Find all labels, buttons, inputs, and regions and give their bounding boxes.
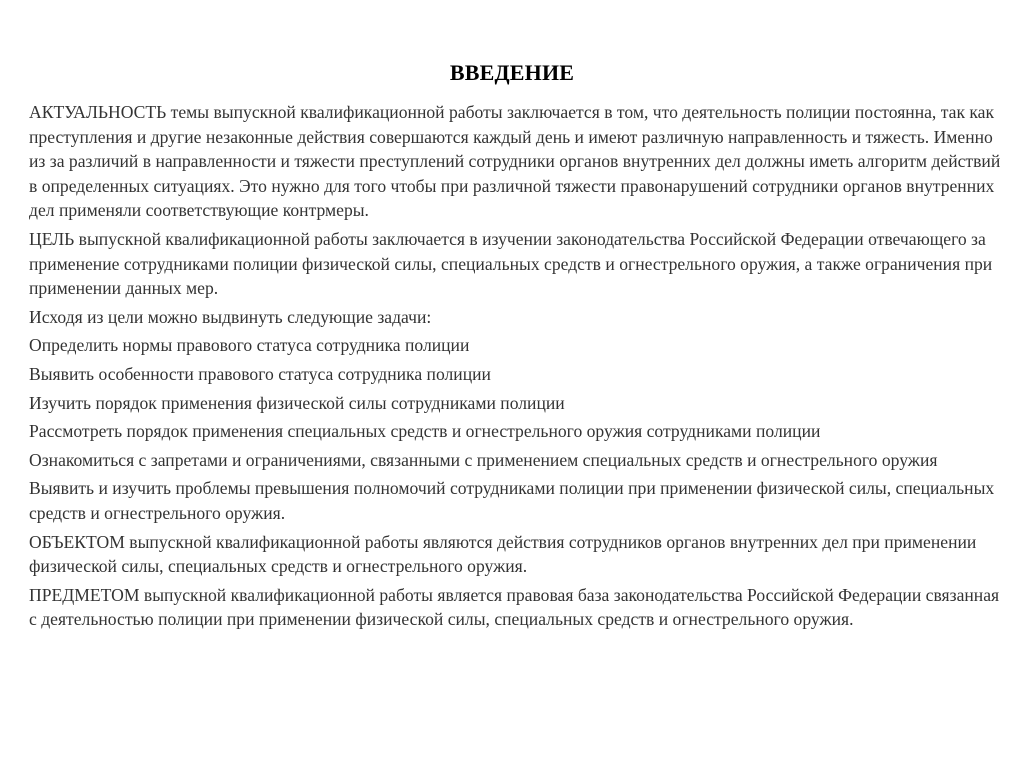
page-title: ВВЕДЕНИЕ <box>449 60 575 85</box>
paragraph-subject: ПРЕДМЕТОМ выпускной квалификационной работы является правовая база законодательства Российской Федерации связанная с деятельностью полиции при применении физической силы, специальных средств и огнестрельного оружия. <box>29 584 1000 630</box>
paragraph-tasks-intro: Исходя из цели можно выдвинуть следующие задачи: <box>29 306 432 327</box>
task-item: Изучить порядок применения физической силы сотрудниками полиции <box>29 392 565 413</box>
task-item: Выявить особенности правового статуса сотрудника полиции <box>29 363 491 384</box>
paragraph-object: ОБЪЕКТОМ выпускной квалификационной работы являются действия сотрудников органов внутренних дел при применении физической силы, специальных средств и огнестрельного оружия. <box>29 531 977 577</box>
paragraph-goal: ЦЕЛЬ выпускной квалификационной работы заключается в изучении законодательства Российской Федерации отвечающего за применение сотрудниками полиции физической силы, специальных средств и огнестрельного оружия, а также ограничения при применении данных мер. <box>29 228 993 299</box>
document-body <box>29 100 1004 636</box>
task-item: Определить нормы правового статуса сотрудника полиции <box>29 335 470 356</box>
task-item: Рассмотреть порядок применения специальных средств и огнестрельного оружия сотрудниками полиции <box>29 421 821 442</box>
paragraph-relevance: АКТУАЛЬНОСТЬ темы выпускной квалификационной работы заключается в том, что деятельность полиции постоянна, так как преступления и другие незаконные действия совершаются каждый день и имеют различную направленность и тяжесть. Именно из за различий в направленности и тяжести преступлений сотрудники органов внутренних дел должны иметь алгоритм действий в определенных ситуациях. Это нужно для того чтобы при различной тяжести правонарушений сотрудники органов внутренних дел применяли соответствующие контрмеры. <box>29 102 1001 221</box>
task-item: Выявить и изучить проблемы превышения полномочий сотрудниками полиции при применении физической силы, специальных средств и огнестрельного оружия. <box>29 478 995 523</box>
task-item: Ознакомиться с запретами и ограничениями, связанными с применением специальных средств и огнестрельного оружия <box>29 449 938 470</box>
